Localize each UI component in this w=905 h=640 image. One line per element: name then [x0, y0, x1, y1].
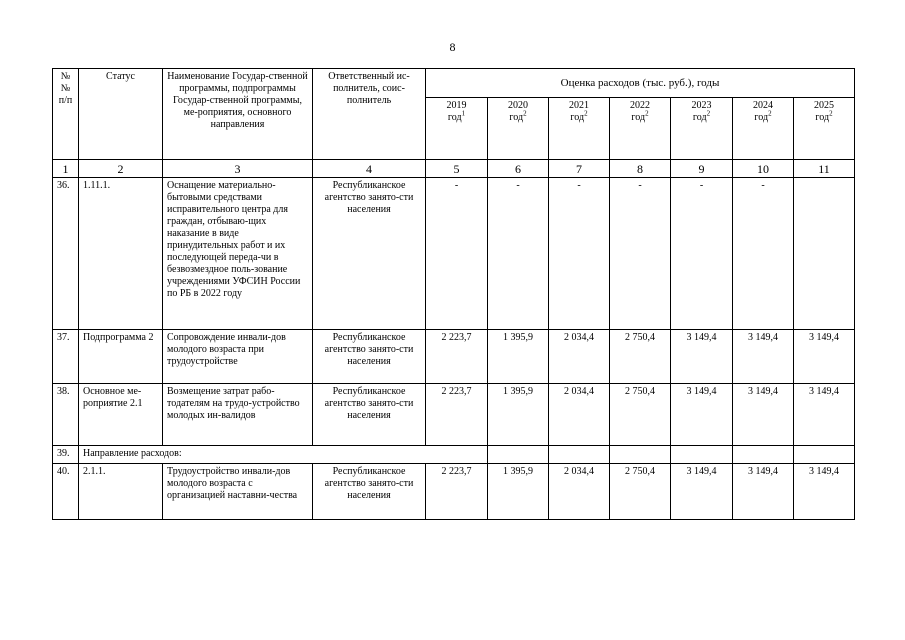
page-number: 8 [449, 40, 456, 54]
column-number: 10 [733, 160, 794, 178]
value-2021: 2 034,4 [549, 330, 610, 384]
empty-cell [733, 446, 794, 464]
expense-table [52, 68, 855, 520]
row-responsible: Республиканское агентство занято-сти населения [313, 384, 426, 446]
column-number: 3 [163, 160, 313, 178]
value-2019: 2 223,7 [426, 384, 488, 446]
column-number: 4 [313, 160, 426, 178]
table-row [53, 446, 855, 464]
value-2022: - [610, 178, 671, 330]
empty-cell [488, 446, 549, 464]
header-costs: Оценка расходов (тыс. руб.), годы [426, 69, 855, 98]
column-number: 7 [549, 160, 610, 178]
table-row [53, 330, 855, 384]
value-2024: 3 149,4 [733, 464, 794, 520]
value-2021: 2 034,4 [549, 464, 610, 520]
value-2023: - [671, 178, 733, 330]
value-2025: 3 149,4 [794, 464, 855, 520]
column-number: 1 [53, 160, 79, 178]
header-year-2025: 2025 год$^2$ [794, 98, 855, 160]
header-year-2020: 2020 год$^2$ [488, 98, 549, 160]
value-2020: 1 395,9 [488, 464, 549, 520]
value-2022: 2 750,4 [610, 464, 671, 520]
value-2022: 2 750,4 [610, 330, 671, 384]
row-status: Подпрограмма 2 [79, 330, 163, 384]
header-status: Статус [79, 69, 163, 160]
header-year-2024: 2024 год$^2$ [733, 98, 794, 160]
row-name: Сопровождение инвали-дов молодого возраста при трудоустройстве [163, 330, 313, 384]
row-status: 2.1.1. [79, 464, 163, 520]
header-responsible: Ответственный ис-полнитель, соис-полнитель [313, 69, 426, 160]
value-2019: 2 223,7 [426, 464, 488, 520]
column-number: 5 [426, 160, 488, 178]
value-2025 [794, 178, 855, 330]
header-year-2023: 2023 год$^2$ [671, 98, 733, 160]
value-2023: 3 149,4 [671, 330, 733, 384]
row-number: 36. [53, 178, 79, 330]
header-num: № № п/п [53, 69, 79, 160]
row-status: Основное ме-роприятие 2.1 [79, 384, 163, 446]
row-responsible: Республиканское агентство занято-сти населения [313, 330, 426, 384]
column-number: 6 [488, 160, 549, 178]
value-2023: 3 149,4 [671, 464, 733, 520]
value-2021: 2 034,4 [549, 384, 610, 446]
value-2023: 3 149,4 [671, 384, 733, 446]
header-year-2021: 2021 год$^2$ [549, 98, 610, 160]
value-2022: 2 750,4 [610, 384, 671, 446]
header-year-2022: 2022 год$^2$ [610, 98, 671, 160]
row-responsible: Республиканское агентство занято-сти населения [313, 464, 426, 520]
column-number: 11 [794, 160, 855, 178]
empty-cell [794, 446, 855, 464]
column-numbers-row [53, 160, 855, 178]
direction-label: Направление расходов: [79, 446, 488, 464]
value-2019: - [426, 178, 488, 330]
value-2020: 1 395,9 [488, 384, 549, 446]
column-number: 9 [671, 160, 733, 178]
row-name: Оснащение материально-бытовыми средствами исправительного центра для граждан, отбываю-щих наказание в виде принудительных работ и их последующей переда-чи в безвозмездное поль-зование учреждениями УФСИН России по РБ в 2022 году [163, 178, 313, 330]
row-name: Трудоустройство инвали-дов молодого возраста с организацией наставни-чества [163, 464, 313, 520]
row-number: 39. [53, 446, 79, 464]
value-2019: 2 223,7 [426, 330, 488, 384]
empty-cell [610, 446, 671, 464]
value-2024: 3 149,4 [733, 330, 794, 384]
header-year-2019: 2019 год$^1$ [426, 98, 488, 160]
column-number: 8 [610, 160, 671, 178]
row-responsible: Республиканское агентство занято-сти населения [313, 178, 426, 330]
value-2024: 3 149,4 [733, 384, 794, 446]
row-number: 38. [53, 384, 79, 446]
row-number: 40. [53, 464, 79, 520]
value-2025: 3 149,4 [794, 330, 855, 384]
value-2025: 3 149,4 [794, 384, 855, 446]
value-2020: - [488, 178, 549, 330]
row-number: 37. [53, 330, 79, 384]
row-name: Возмещение затрат рабо-тодателям на трудо-устройство молодых ин-валидов [163, 384, 313, 446]
header-name: Наименование Государ-ственной программы, подпрограммы Государ-ственной программы, ме-роприятия, основного направления [163, 69, 313, 160]
column-number: 2 [79, 160, 163, 178]
empty-cell [671, 446, 733, 464]
table-row [53, 178, 855, 330]
value-2021: - [549, 178, 610, 330]
table-row [53, 384, 855, 446]
value-2024: - [733, 178, 794, 330]
empty-cell [549, 446, 610, 464]
row-status: 1.11.1. [79, 178, 163, 330]
value-2020: 1 395,9 [488, 330, 549, 384]
table-row [53, 464, 855, 520]
